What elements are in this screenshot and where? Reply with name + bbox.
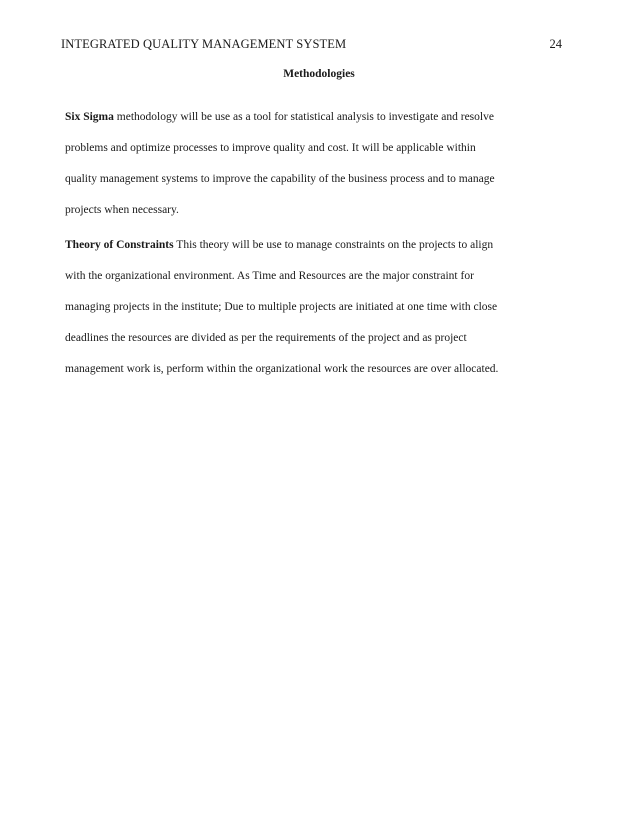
paragraph-line: projects when necessary.: [65, 204, 179, 216]
paragraph-line: with the organizational environment. As Time and Resources are the major constraint for: [65, 270, 474, 282]
page-number: 24: [549, 37, 562, 51]
section-heading: Methodologies: [283, 68, 355, 80]
paragraph-line: quality management systems to improve the capability of the business process and to manage: [65, 173, 495, 185]
paragraph-line: problems and optimize processes to improve quality and cost. It will be applicable within: [65, 142, 476, 154]
paragraph-theory-of-constraints: [65, 230, 565, 385]
paragraph-line: [65, 102, 565, 133]
paragraph-line: deadlines the resources are divided as per the requirements of the project and as project: [65, 332, 467, 344]
paragraph-line-text: This theory will be use to manage constraints on the projects to align: [173, 239, 494, 251]
paragraph-lead-term: Six Sigma: [65, 111, 114, 123]
paragraph-six-sigma: [65, 102, 565, 226]
paragraph-line-text: methodology will be use as a tool for statistical analysis to investigate and resolve: [113, 111, 494, 123]
paragraph-line: management work is, perform within the organizational work the resources are over allocated.: [65, 363, 499, 375]
paragraph-line: [65, 230, 565, 261]
paragraph-line: managing projects in the institute; Due to multiple projects are initiated at one time with close: [65, 301, 498, 313]
running-head: INTEGRATED QUALITY MANAGEMENT SYSTEM: [61, 37, 347, 51]
paragraph-lead-term: Theory of Constraints: [65, 239, 174, 251]
